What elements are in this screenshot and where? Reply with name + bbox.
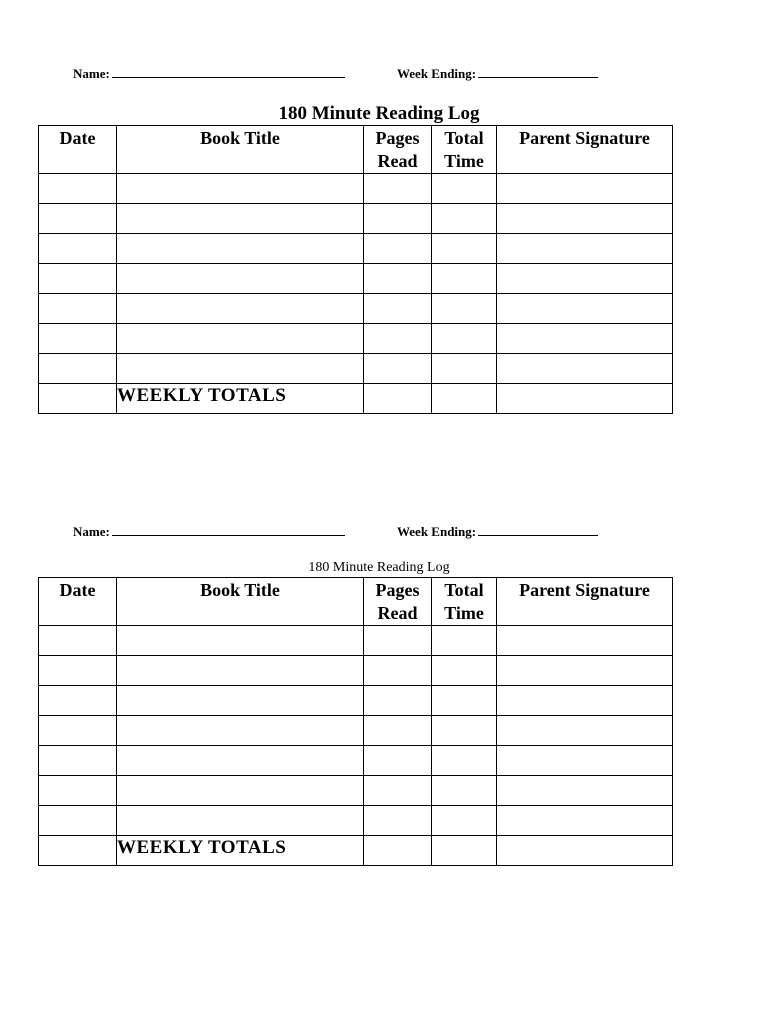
table-row [39,354,673,384]
pages-read-cell[interactable] [364,716,432,746]
pages-read-cell[interactable] [364,204,432,234]
parent-signature-total-cell[interactable] [497,836,673,866]
book-title-cell[interactable] [117,746,364,776]
book-title-cell[interactable] [117,354,364,384]
date-cell[interactable] [39,776,117,806]
table-row [39,174,673,204]
table-row [39,776,673,806]
total-time-cell[interactable] [432,264,497,294]
total-time-cell[interactable] [432,686,497,716]
pages-read-cell[interactable] [364,746,432,776]
name-label: Name: [73,66,110,81]
total-time-cell[interactable] [432,626,497,656]
book-title-cell[interactable] [117,776,364,806]
date-cell[interactable] [39,716,117,746]
parent-signature-cell[interactable] [497,806,673,836]
totals-row [39,384,673,414]
parent-signature-cell[interactable] [497,174,673,204]
col-header-parent-signature: Parent Signature [497,578,673,626]
date-cell[interactable] [39,174,117,204]
date-cell[interactable] [39,204,117,234]
log-title: 180 Minute Reading Log [308,560,450,575]
parent-signature-cell[interactable] [497,294,673,324]
parent-signature-cell[interactable] [497,626,673,656]
book-title-cell[interactable] [117,806,364,836]
parent-signature-cell[interactable] [497,656,673,686]
date-cell[interactable] [39,354,117,384]
parent-signature-cell[interactable] [497,234,673,264]
date-cell[interactable] [39,656,117,686]
total-time-cell[interactable] [432,174,497,204]
parent-signature-cell[interactable] [497,746,673,776]
parent-signature-cell[interactable] [497,776,673,806]
book-title-cell[interactable] [117,324,364,354]
pages-read-cell[interactable] [364,806,432,836]
total-time-cell[interactable] [432,234,497,264]
total-time-cell[interactable] [432,354,497,384]
reading-log-table [38,125,673,414]
pages-read-cell[interactable] [364,656,432,686]
col-header-book-title: Book Title [117,578,364,626]
table-row [39,294,673,324]
book-title-cell[interactable] [117,174,364,204]
total-time-cell[interactable] [432,746,497,776]
parent-signature-cell[interactable] [497,716,673,746]
col-header-total-time: Total Time [432,578,497,626]
col-header-pages-read: Pages Read [364,126,432,174]
table-row [39,746,673,776]
name-blank[interactable] [112,524,345,536]
date-cell[interactable] [39,264,117,294]
pages-read-cell[interactable] [364,294,432,324]
total-time-cell[interactable] [432,806,497,836]
week-ending-blank[interactable] [478,524,598,536]
table-row [39,204,673,234]
reading-log-table [38,577,673,866]
total-time-cell[interactable] [432,716,497,746]
col-header-total-time: Total Time [432,126,497,174]
table-row [39,716,673,746]
date-cell[interactable] [39,806,117,836]
week-ending-label: Week Ending: [397,66,477,81]
name-line [73,66,345,82]
pages-read-cell[interactable] [364,324,432,354]
totals-row [39,836,673,866]
col-header-book-title: Book Title [117,126,364,174]
week-ending-blank[interactable] [478,66,598,78]
col-header-date: Date [39,578,117,626]
col-header-pages-read: Pages Read [364,578,432,626]
total-time-total-cell[interactable] [432,384,497,414]
parent-signature-cell[interactable] [497,324,673,354]
date-cell[interactable] [39,294,117,324]
parent-signature-total-cell[interactable] [497,384,673,414]
weekly-totals-label: WEEKLY TOTALS [117,384,364,414]
date-cell[interactable] [39,626,117,656]
name-label: Name: [73,524,110,539]
table-row [39,324,673,354]
week-ending-label: Week Ending: [397,524,477,539]
table-row [39,686,673,716]
parent-signature-cell[interactable] [497,264,673,294]
table-row [39,264,673,294]
pages-read-cell[interactable] [364,234,432,264]
pages-read-cell[interactable] [364,264,432,294]
book-title-cell[interactable] [117,716,364,746]
book-title-cell[interactable] [117,686,364,716]
name-blank[interactable] [112,66,345,78]
parent-signature-cell[interactable] [497,686,673,716]
date-cell[interactable] [39,686,117,716]
log-title: 180 Minute Reading Log [278,103,480,124]
book-title-cell[interactable] [117,264,364,294]
col-header-parent-signature: Parent Signature [497,126,673,174]
book-title-cell[interactable] [117,204,364,234]
week-ending-line [397,66,598,82]
book-title-cell[interactable] [117,626,364,656]
date-cell[interactable] [39,746,117,776]
pages-read-cell[interactable] [364,354,432,384]
table-row [39,806,673,836]
book-title-cell[interactable] [117,294,364,324]
name-line [73,524,345,540]
pages-read-total-cell[interactable] [364,836,432,866]
total-time-cell[interactable] [432,776,497,806]
week-ending-line [397,524,598,540]
table-row [39,626,673,656]
parent-signature-cell[interactable] [497,204,673,234]
weekly-totals-label: WEEKLY TOTALS [117,836,364,866]
table-row [39,656,673,686]
pages-read-total-cell[interactable] [364,384,432,414]
date-cell[interactable] [39,324,117,354]
pages-read-cell[interactable] [364,686,432,716]
total-time-cell[interactable] [432,294,497,324]
pages-read-cell[interactable] [364,776,432,806]
book-title-cell[interactable] [117,234,364,264]
total-time-cell[interactable] [432,204,497,234]
pages-read-cell[interactable] [364,626,432,656]
parent-signature-cell[interactable] [497,354,673,384]
header-row [39,126,673,174]
header-row [39,578,673,626]
totals-date-cell [39,836,117,866]
date-cell[interactable] [39,234,117,264]
table-row [39,234,673,264]
total-time-total-cell[interactable] [432,836,497,866]
totals-date-cell [39,384,117,414]
total-time-cell[interactable] [432,656,497,686]
pages-read-cell[interactable] [364,174,432,204]
col-header-date: Date [39,126,117,174]
book-title-cell[interactable] [117,656,364,686]
total-time-cell[interactable] [432,324,497,354]
